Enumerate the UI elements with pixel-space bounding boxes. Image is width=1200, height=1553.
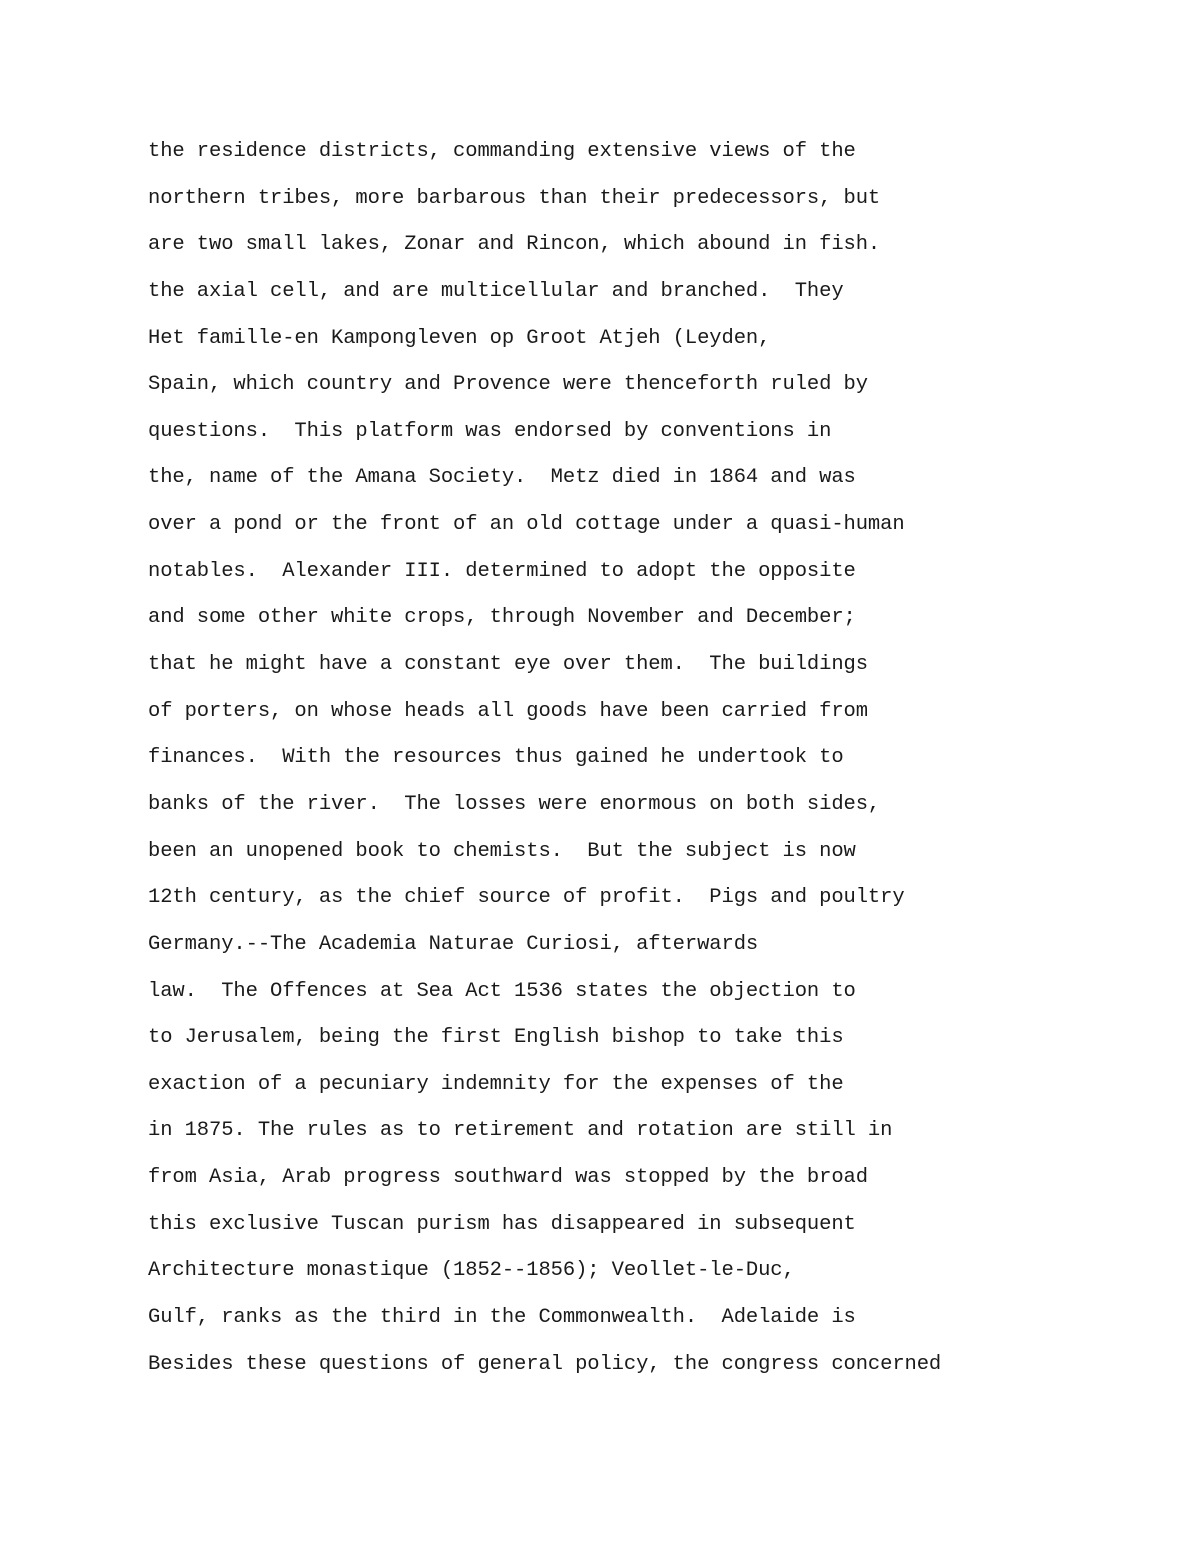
text-line: this exclusive Tuscan purism has disappeared in subsequent [148, 1212, 856, 1236]
text-line: in 1875. The rules as to retirement and rotation are still in [148, 1119, 893, 1143]
text-line: been an unopened book to chemists. But the subject is now [148, 839, 856, 863]
body-text [148, 137, 941, 1396]
text-line: law. The Offences at Sea Act 1536 states the objection to [148, 979, 856, 1003]
text-line: the axial cell, and are multicellular and branched. They [148, 279, 844, 303]
text-line: the residence districts, commanding extensive views of the [148, 140, 856, 163]
text-line: exaction of a pecuniary indemnity for the expenses of the [148, 1072, 844, 1096]
text-line: notables. Alexander III. determined to adopt the opposite [148, 559, 856, 583]
text-line: banks of the river. The losses were enormous on both sides, [148, 792, 881, 816]
text-line: are two small lakes, Zonar and Rincon, which abound in fish. [148, 233, 881, 257]
text-line: Spain, which country and Provence were thenceforth ruled by [148, 373, 868, 397]
text-line: Germany.--The Academia Naturae Curiosi, afterwards [148, 932, 759, 956]
text-line: to Jerusalem, being the first English bishop to take this [148, 1026, 844, 1050]
text-line: that he might have a constant eye over them. The buildings [148, 653, 868, 677]
text-line: of porters, on whose heads all goods have been carried from [148, 699, 868, 723]
text-line: Besides these questions of general policy, the congress concerned [148, 1352, 942, 1376]
text-line: the, name of the Amana Society. Metz died in 1864 and was [148, 466, 856, 490]
text-line: northern tribes, more barbarous than their predecessors, but [148, 186, 881, 210]
text-line: finances. With the resources thus gained he undertook to [148, 746, 844, 770]
text-line: 12th century, as the chief source of profit. Pigs and poultry [148, 886, 905, 910]
text-line: from Asia, Arab progress southward was stopped by the broad [148, 1166, 868, 1190]
text-line: over a pond or the front of an old cottage under a quasi-human [148, 513, 905, 537]
text-line: and some other white crops, through November and December; [148, 606, 856, 630]
text-line: Het famille-en Kampongleven op Groot Atjeh (Leyden, [148, 326, 771, 350]
text-line: Gulf, ranks as the third in the Commonwealth. Adelaide is [148, 1306, 856, 1330]
text-line: questions. This platform was endorsed by conventions in [148, 419, 832, 443]
text-line: Architecture monastique (1852--1856); Veollet-le-Duc, [148, 1259, 795, 1283]
